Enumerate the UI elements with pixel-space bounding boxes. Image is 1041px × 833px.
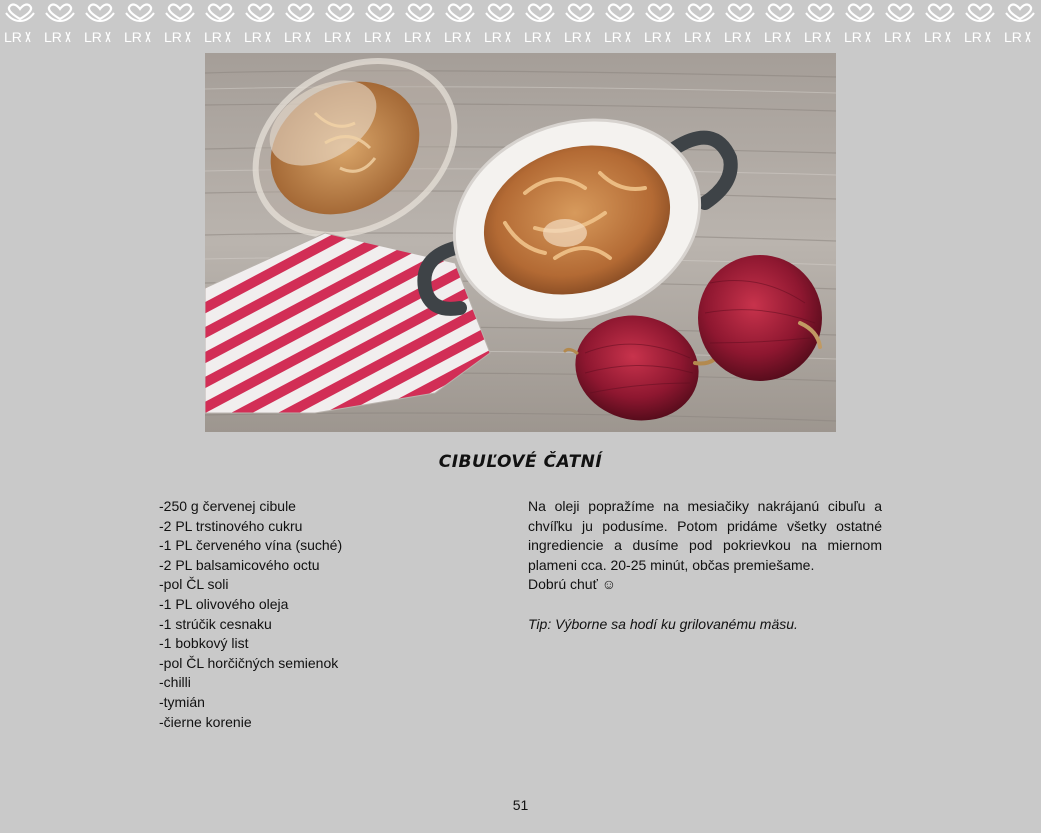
ingredient-item: -250 g červenej cibule	[159, 498, 296, 514]
lr-logo-mark	[200, 26, 240, 46]
heart-hands-icon	[320, 1, 360, 23]
ingredient-item: -1 PL červeného vína (suché)	[159, 537, 343, 554]
svg-text:LR: LR	[404, 29, 422, 45]
lr-logo-mark	[1000, 26, 1040, 46]
heart-hands-icon	[880, 1, 920, 23]
heart-hands-icon	[1000, 1, 1040, 23]
method-section	[528, 497, 882, 634]
lr-logo-mark	[280, 26, 320, 46]
heart-hands-icon	[720, 1, 760, 23]
lr-logo-mark	[520, 26, 560, 46]
svg-text:LR: LR	[204, 29, 222, 45]
heart-hands-icon	[200, 1, 240, 23]
banner-ornament-row	[0, 1, 1040, 23]
svg-text:LR: LR	[364, 29, 382, 45]
lr-logo-mark	[40, 26, 80, 46]
svg-text:LR: LR	[604, 29, 622, 45]
lr-logo-mark	[440, 26, 480, 46]
svg-text:LR: LR	[964, 29, 982, 45]
svg-text:LR: LR	[524, 29, 542, 45]
lr-logo-mark	[640, 26, 680, 46]
lr-logo-mark	[880, 26, 920, 46]
svg-text:LR: LR	[84, 29, 102, 45]
lr-logo-mark	[760, 26, 800, 46]
heart-hands-icon	[640, 1, 680, 23]
lr-logo-mark	[240, 26, 280, 46]
ingredient-item: -2 PL trstinového cukru	[159, 517, 303, 534]
heart-hands-icon	[280, 1, 320, 23]
heart-hands-icon	[360, 1, 400, 23]
food-photo-icon	[205, 53, 836, 432]
method-text: Na oleji popražíme na mesiačiky nakrájanú cibuľu a chvíľku ju podusíme. Potom pridáme všetky ostatné ingrediencie a dusíme pod pokrievkou na miernom plameni cca. 20-25 minút, občas premiešame.	[528, 498, 882, 573]
heart-hands-icon	[80, 1, 120, 23]
heart-hands-icon	[960, 1, 1000, 23]
ingredient-item: -chilli	[159, 674, 191, 691]
svg-text:LR: LR	[884, 29, 902, 45]
lr-logo-mark	[480, 26, 520, 46]
svg-text:LR: LR	[684, 29, 702, 45]
svg-text:LR: LR	[244, 29, 262, 45]
heart-hands-icon	[920, 1, 960, 23]
heart-hands-icon	[680, 1, 720, 23]
svg-text:LR: LR	[324, 29, 342, 45]
lr-logo-mark	[800, 26, 840, 46]
svg-text:LR: LR	[44, 29, 62, 45]
header-banner	[0, 0, 1041, 46]
heart-hands-icon	[560, 1, 600, 23]
ingredient-item: -pol ČL horčičných semienok	[159, 654, 339, 671]
ingredients-list	[159, 497, 489, 732]
ingredient-item: -1 strúčik cesnaku	[159, 615, 272, 632]
svg-text:LR: LR	[484, 29, 502, 45]
svg-text:LR: LR	[844, 29, 862, 45]
heart-hands-icon	[440, 1, 480, 23]
lr-logo-mark	[0, 26, 40, 46]
heart-hands-icon	[800, 1, 840, 23]
svg-text:LR: LR	[444, 29, 462, 45]
lr-logo-mark	[320, 26, 360, 46]
heart-hands-icon	[840, 1, 880, 23]
lr-logo-mark	[840, 26, 880, 46]
svg-text:LR: LR	[164, 29, 182, 45]
lr-logo-mark	[720, 26, 760, 46]
svg-text:LR: LR	[4, 29, 22, 45]
lr-logo-mark	[600, 26, 640, 46]
svg-text:LR: LR	[724, 29, 742, 45]
ingredient-item: -1 bobkový list	[159, 635, 249, 652]
recipe-photo	[205, 53, 836, 432]
heart-hands-icon	[240, 1, 280, 23]
heart-hands-icon	[520, 1, 560, 23]
lr-logo-mark	[120, 26, 160, 46]
heart-hands-icon	[760, 1, 800, 23]
heart-hands-icon	[0, 1, 40, 23]
banner-logo-row	[0, 26, 1040, 46]
ingredient-item: -čierne korenie	[159, 713, 252, 730]
svg-text:LR: LR	[644, 29, 662, 45]
ingredient-item: -pol ČL soli	[159, 576, 229, 593]
lr-logo-mark	[680, 26, 720, 46]
svg-text:LR: LR	[1004, 29, 1022, 45]
svg-text:LR: LR	[924, 29, 942, 45]
svg-text:LR: LR	[764, 29, 782, 45]
heart-hands-icon	[480, 1, 520, 23]
tip-text: Tip: Výborne sa hodí ku grilovanému mäsu.	[528, 615, 798, 632]
svg-text:LR: LR	[284, 29, 302, 45]
ingredient-item: -1 PL olivového oleja	[159, 595, 289, 612]
svg-text:LR: LR	[804, 29, 822, 45]
lr-logo-mark	[360, 26, 400, 46]
ingredient-item: -tymián	[159, 693, 205, 710]
heart-hands-icon	[600, 1, 640, 23]
closing-line: Dobrú chuť ☺	[528, 576, 617, 593]
svg-text:LR: LR	[564, 29, 582, 45]
recipe-title: CIBUĽOVÉ ČATNÍ	[438, 452, 603, 472]
heart-hands-icon	[120, 1, 160, 23]
lr-logo-mark	[80, 26, 120, 46]
lr-logo-mark	[160, 26, 200, 46]
heart-hands-icon	[400, 1, 440, 23]
lr-logo-mark	[920, 26, 960, 46]
heart-hands-icon	[160, 1, 200, 23]
svg-text:LR: LR	[124, 29, 142, 45]
heart-hands-icon	[40, 1, 80, 23]
lr-logo-mark	[960, 26, 1000, 46]
lr-logo-mark	[560, 26, 600, 46]
ingredient-item: -2 PL balsamicového octu	[159, 556, 320, 573]
page-number: 51	[512, 797, 529, 813]
lr-logo-mark	[400, 26, 440, 46]
